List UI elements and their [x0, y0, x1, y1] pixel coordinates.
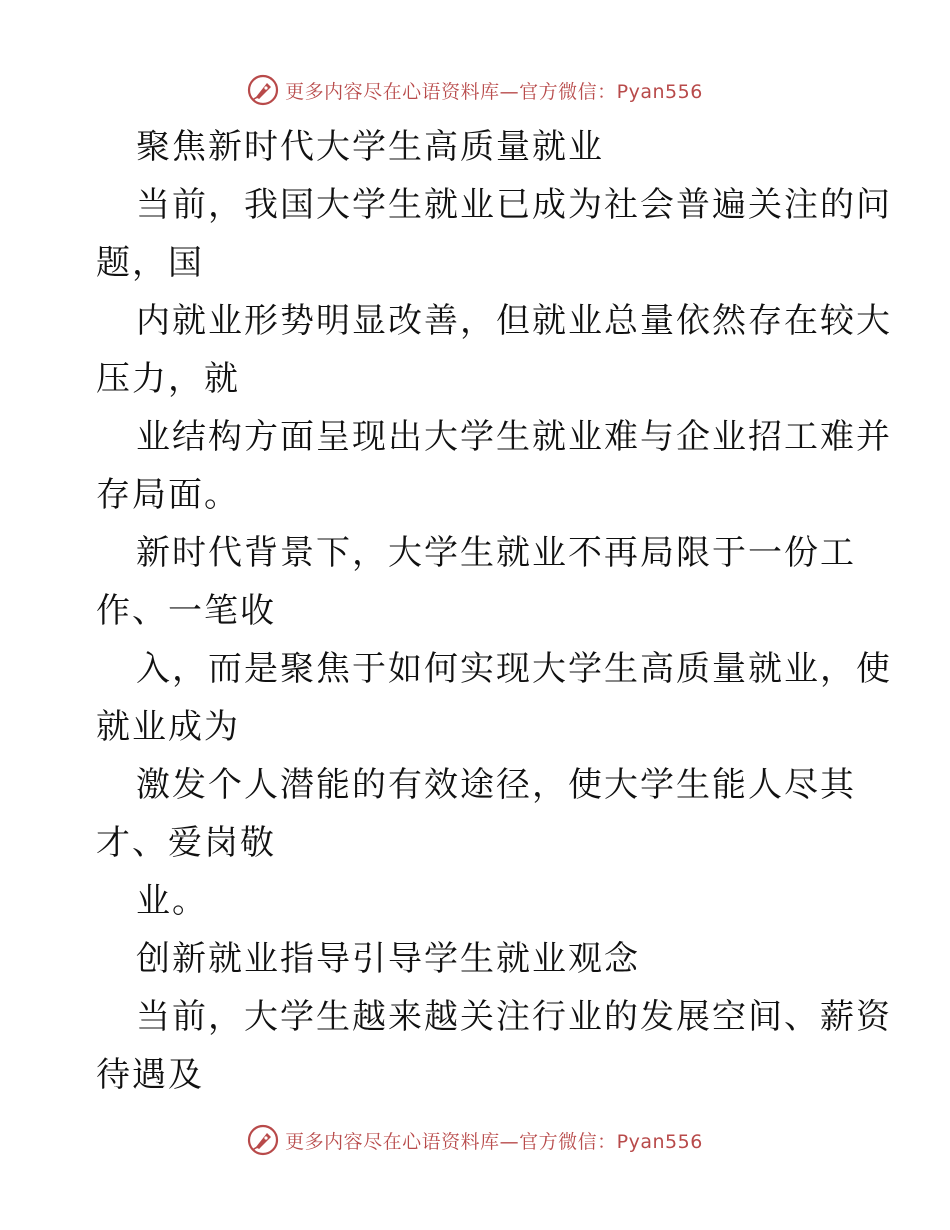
doc-line: 题，国: [96, 243, 204, 283]
doc-line: 压力，就: [96, 359, 240, 399]
doc-line: 创新就业指导引导学生就业观念: [136, 939, 640, 979]
doc-line: 聚焦新时代大学生高质量就业: [136, 127, 604, 167]
doc-line: 入，而是聚焦于如何实现大学生高质量就业，使: [136, 649, 892, 689]
doc-line: 存局面。: [96, 475, 240, 515]
doc-line: 作、一笔收: [96, 591, 276, 631]
watermark-text: 更多内容尽在心语资料库—官方微信：Pyan556: [285, 1130, 703, 1153]
footer-watermark: [0, 1120, 950, 1160]
doc-line: 激发个人潜能的有效途径，使大学生能人尽其: [136, 765, 856, 805]
doc-line: 待遇及: [96, 1055, 204, 1095]
doc-line: 新时代背景下，大学生就业不再局限于一份工: [136, 533, 856, 573]
header-watermark: [0, 70, 950, 110]
doc-line: 才、爱岗敬: [96, 823, 276, 863]
pen-nib-circle-icon: [247, 1124, 279, 1156]
doc-line: 业结构方面呈现出大学生就业难与企业招工难并: [136, 417, 892, 457]
doc-line: 当前，我国大学生就业已成为社会普遍关注的问: [136, 185, 892, 225]
doc-line: 就业成为: [96, 707, 240, 747]
watermark-text: 更多内容尽在心语资料库—官方微信：Pyan556: [285, 80, 703, 103]
document-body: [96, 118, 892, 1104]
doc-line: 当前，大学生越来越关注行业的发展空间、薪资: [136, 997, 892, 1037]
doc-line: 内就业形势明显改善，但就业总量依然存在较大: [136, 301, 892, 341]
pen-nib-circle-icon: [247, 74, 279, 106]
doc-line: 业。: [136, 881, 208, 921]
